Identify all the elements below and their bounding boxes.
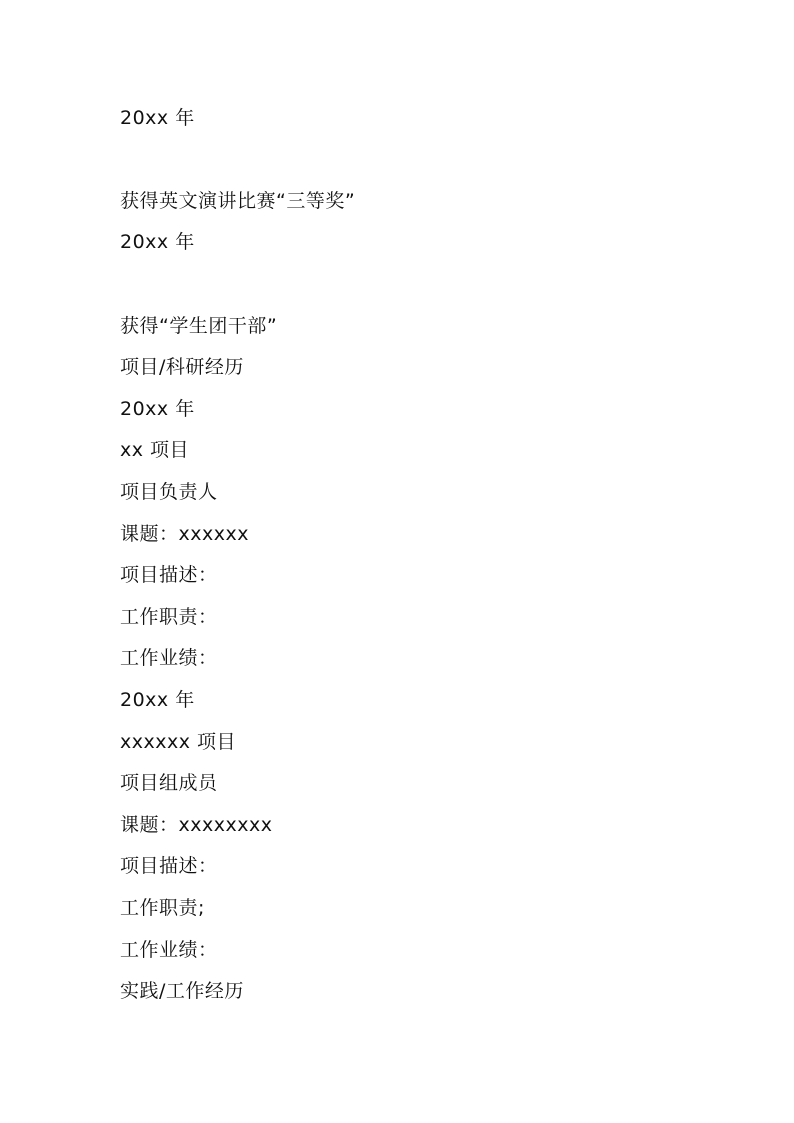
project-2-responsibilities: 工作职责; <box>120 897 205 919</box>
project-1-year: 20xx 年 <box>120 398 195 420</box>
section-heading-work-experience: 实践/工作经历 <box>120 980 244 1002</box>
award-english-speech: 获得英文演讲比赛“三等奖” <box>120 190 356 212</box>
project-1-responsibilities: 工作职责： <box>120 606 218 628</box>
project-1-role: 项目负责人 <box>120 481 218 503</box>
project-2-name: xxxxxx 项目 <box>120 731 237 753</box>
section-heading-projects: 项目/科研经历 <box>120 356 244 378</box>
award-student-cadre: 获得“学生团干部” <box>120 315 278 337</box>
award-year-1: 20xx 年 <box>120 107 195 129</box>
project-1-topic: 课题：xxxxxx <box>120 523 249 545</box>
project-2-achievements: 工作业绩： <box>120 939 218 961</box>
project-1-description: 项目描述： <box>120 564 218 586</box>
project-2-topic: 课题：xxxxxxxx <box>120 814 273 836</box>
project-2-description: 项目描述： <box>120 855 218 877</box>
project-2-role: 项目组成员 <box>120 772 218 794</box>
project-2-year: 20xx 年 <box>120 689 195 711</box>
project-1-achievements: 工作业绩： <box>120 647 218 669</box>
project-1-name: xx 项目 <box>120 439 190 461</box>
award-year-2: 20xx 年 <box>120 231 195 253</box>
